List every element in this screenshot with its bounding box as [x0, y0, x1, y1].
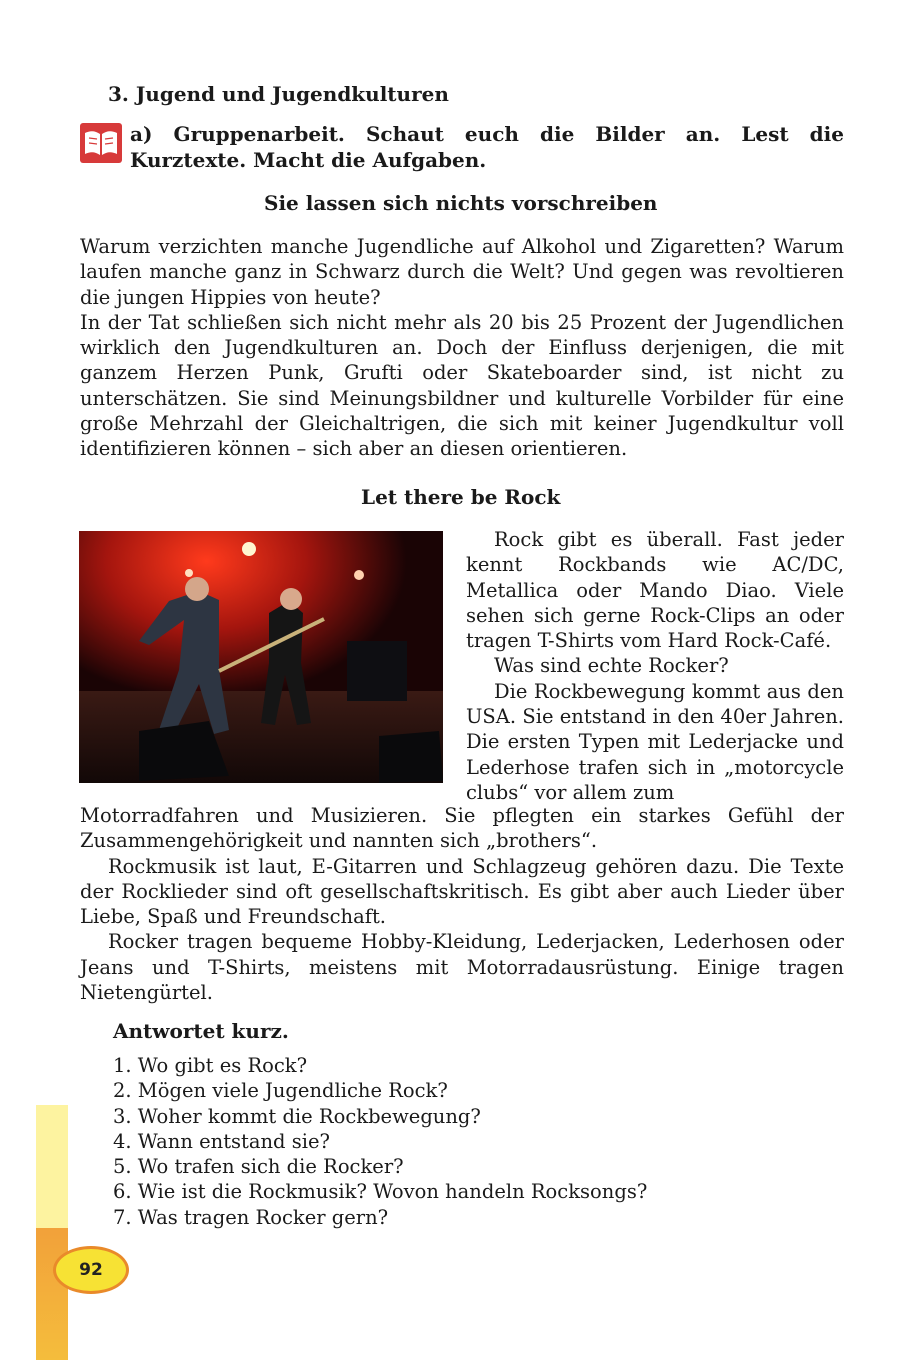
rock-text-continued [80, 803, 844, 1005]
article-paragraph: Warum verzichten manche Jugendliche auf Alkohol und Zigaretten? Warum laufen manche ganz in Schwarz durch die Welt? Und gegen was revoltieren die jungen Hippies von heute? [80, 235, 844, 309]
question-item: 3. Woher kommt die Rockbewegung? [113, 1104, 481, 1128]
question-item: 6. Wie ist die Rockmusik? Wovon handeln Rocksongs? [113, 1180, 648, 1204]
rock-heading: Let there be Rock [361, 485, 561, 509]
open-book-icon [80, 123, 122, 163]
questions-list [113, 1053, 647, 1230]
question-item: 4. Wann entstand sie? [113, 1129, 330, 1153]
rock-paragraph: Rock gibt es überall. Fast jeder kennt Rockbands wie AC/DC, Metallica oder Mando Diao. Viele sehen sich gerne Rock-Clips an oder tragen T-Shirts vom Hard Rock-Café. [466, 528, 844, 653]
rock-paragraph: Rockmusik ist laut, E-Gitarren und Schlagzeug gehören dazu. Die Texte der Rocklieder sind oft gesellschaftskritisch. Es gibt aber auch Lieder über Liebe, Spaß und Freundschaft. [80, 854, 844, 929]
task-instruction: a) Gruppenarbeit. Schaut euch die Bilder an. Lest die Kurztexte. Macht die Aufgaben. [130, 122, 844, 172]
question-item: 5. Wo trafen sich die Rocker? [113, 1155, 404, 1179]
article-body [80, 234, 844, 462]
rock-question: Was sind echte Rocker? [494, 654, 729, 678]
rock-paragraph: Rocker tragen bequeme Hobby-Kleidung, Lederjacken, Lederhosen oder Jeans und T-Shirts, meistens mit Motorradausrüstung. Einige tragen Nietengürtel. [80, 930, 844, 1005]
page-number-badge: 92 [53, 1246, 129, 1294]
rock-paragraph: Motorradfahren und Musizieren. Sie pflegten ein starkes Gefühl der Zusammengehörigkeit und nannten sich „brothers“. [80, 804, 844, 853]
article-heading: Sie lassen sich nichts vorschreiben [264, 191, 658, 215]
questions-heading: Antwortet kurz. [113, 1019, 289, 1043]
question-item: 1. Wo gibt es Rock? [113, 1054, 308, 1077]
article-paragraph: In der Tat schließen sich nicht mehr als 20 bis 25 Prozent der Jugendlichen wirklich den Jugendkulturen an. Doch der Einfluss derjenigen, die mit ganzem Herzen Punk, Grufti oder Skateboarder sind, ist nicht zu unterschätzen. Sie sind Meinungsbildner und kulturelle Vorbilder für eine große Mehrzahl der Gleichaltrigen, die sich mit keiner Jugendkultur voll identifizieren können – sich aber an diesen orientieren. [80, 310, 844, 461]
page-edge-strip-accent [36, 1228, 68, 1360]
rock-text-column [466, 527, 844, 805]
section-title: 3. Jugend und Jugendkulturen [108, 82, 449, 106]
rock-concert-photo [79, 531, 443, 783]
rock-paragraph: Die Rockbewegung kommt aus den USA. Sie entstand in den 40er Jahren. Die ersten Typen mit Lederjacke und Lederhose trafen sich in „motorcycle clubs“ vor allem zum [466, 679, 844, 804]
question-item: 7. Was tragen Rocker gern? [113, 1205, 389, 1229]
question-item: 2. Mögen viele Jugendliche Rock? [113, 1079, 448, 1103]
